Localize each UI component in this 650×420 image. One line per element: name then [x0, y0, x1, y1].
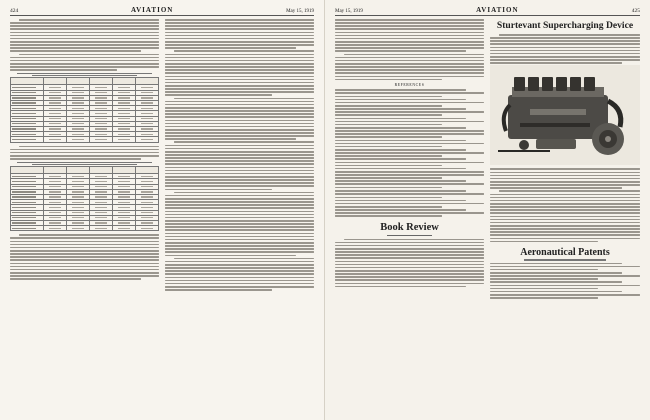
- right-column-2: [490, 19, 640, 300]
- left-columns: [10, 19, 314, 292]
- table-caption: [10, 162, 159, 166]
- right-page-number: 425: [631, 8, 640, 14]
- right-column-1: [335, 19, 484, 300]
- patents-title: Aeronautical Patents: [520, 247, 610, 259]
- right-columns: [335, 19, 640, 300]
- right-running-title: AVIATION: [476, 6, 519, 14]
- book-review-text: [335, 239, 484, 288]
- engine-supercharger-illustration: [490, 65, 640, 165]
- sturtevant-text-continued: [490, 168, 640, 242]
- left-running-title: AVIATION: [130, 6, 174, 14]
- left-date: May 15, 1919: [286, 9, 314, 14]
- right-date: May 15, 1919: [335, 9, 363, 14]
- supplementary-references: [335, 190, 484, 217]
- body-text: [335, 19, 484, 80]
- right-page: [325, 0, 650, 420]
- right-running-head: [335, 6, 640, 16]
- left-column-1: [10, 19, 159, 292]
- references-heading: REFERENCES: [394, 83, 425, 88]
- references-list: [335, 89, 484, 188]
- body-text: [165, 19, 314, 291]
- patents-subtitle: [490, 259, 640, 260]
- patents-list: [490, 263, 640, 299]
- left-running-head: [10, 6, 314, 16]
- sturtevant-text: [490, 34, 640, 64]
- left-column-2: [165, 19, 314, 292]
- body-text: [10, 19, 159, 71]
- data-table-2: [10, 166, 159, 231]
- sturtevant-title: Sturtevant Supercharging Device: [496, 20, 634, 31]
- body-text: [10, 234, 159, 280]
- body-text: [10, 146, 159, 160]
- left-page-number: 424: [10, 8, 19, 14]
- table-caption: [10, 73, 159, 77]
- data-table-1: [10, 77, 159, 142]
- heading-rule: [387, 235, 432, 236]
- book-review-title: Book Review: [380, 221, 439, 233]
